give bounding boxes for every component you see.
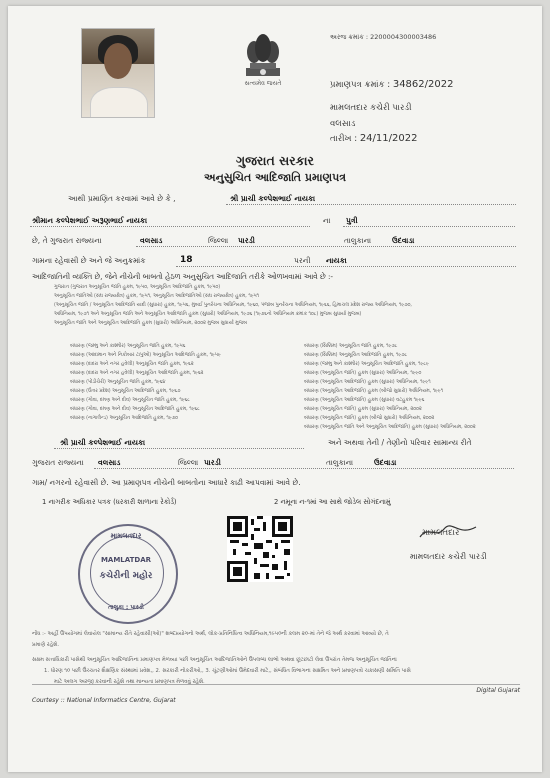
tribe-name: નાયકા [326,256,347,265]
relation: પુત્રી [346,216,358,225]
certificate-number: પ્રમાણપત્ર ક્રમાંક : 34862/2022 [330,79,454,90]
taluka-value-2: પારડી [204,458,221,467]
legal-orders-block: ગુજરાત (ગુજરાત અનુસૂચિત જાતિ હુકમ, ૧૯૫૦, અનુસૂચિત આદિજાતિ હુકમ, ૧૯૫૦) અનુસૂચિત જાતિઓ (સંઘ રાજ્યક્ષેત્ર) હુકમ, ૧૯૫૧, અનુસૂચિત આદિજાતિઓ (સંઘ રાજ્યક્ષેત્ર) હુકમ, ૧૯૫૧ (અનુસૂચિત જાતિ / અનુસૂચિત આદિજાતિ યાદી (સુધારા) હુકમ, ૧૯૫૬, મુંબઈ પુનર્રચના અધિનિયમ, ૧૯૬૦, પંજાબ પુનર્રચના અધિનિયમ, ૧૯૬૬, હિમાચલ પ્રદેશ રાજ્ય અધિનિયમ, ૧૯૭૦, અધિનિયમ, ૧૯૭૧ અને અનુસૂચિત જાતિ અને અનુસૂચિત આદિજાતિ હુકમ (સુધારો) અધિનિયમ, ૧૯૭૬ (૧૯૭૬નો અધિનિયમ ક્રમાંક ૧૦૮) મુજબ સુધાર્યા મુજબ) અનુસૂચિત જાતિ અને અનુસૂચિત આદિજાતિ હુકમ (સુધારો) અધિનિયમ, ૨૦૦૨ મુજબ સુધાર્યા મુજબ [54,285,412,326]
taluka-label: તાલુકાના [344,236,372,245]
issuing-office: મામલતદાર કચેરી પારડી [330,103,412,113]
village-value-2: ઉદવાડા [374,458,397,467]
certify-prefix: આથી પ્રમાણિત કરવામાં આવે છે કે , [68,194,176,203]
signatory-designation: મામલતદાર [422,528,460,538]
applicant-name: શ્રી પ્રાચી કલ્પેશભાઈ નાયકા [230,194,316,203]
page-footer [32,684,520,706]
relation-prefix: ના [323,216,331,225]
recognition-text: આદિજાતિની વ્યક્તિ છે, જેને નીચેની બાબતો હેઠળ અનુસુચિત આદિજાતિ તરીકે ઓળખવામાં આવે છે :- [32,272,334,281]
footer-credit: Courtesy :: National Informatics Centre, Gujarat [32,697,176,704]
district-value-2: વલસાડ [98,458,121,467]
issue-date: તારીખ : 24/11/2022 [330,133,418,144]
basis-item-2: 2 નમૂના ન-૧માં આ સાથે જોડેલ સોગંદનામું [274,498,391,506]
state-prefix-2: ગુજરાત રાજ્યના [32,458,84,467]
government-title: ગુજરાત સરકાર [235,153,315,168]
emblem-caption: સત્યમેવ જયતે [244,80,282,87]
right-orders-list: બંધારણ (સિક્કિમ) અનુસૂચિત જાતિ હુકમ, ૧૯૭૮ બંધારણ (સિક્કિમ) અનુસૂચિત આદિજાતિ હુકમ, ૧૯૭૮ બંધારણ (જમ્મુ અને કાશ્મીર) અનુસૂચિત આદિજાતિ હુકમ, ૧૯૮૯ બંધારણ (અનુસૂચિત જાતિ) હુકમ (સુધારા) અધિનિયમ, ૧૯૯૦ બંધારણ (અનુસૂચિત આદિજાતિ) હુકમ (સુધારા) અધિનિયમ, ૧૯૯૧ બંધારણ (અનુસૂચિત આદિજાતિ) હુકમ (બીજો સુધારો) અધિનિયમ, ૧૯૯૧ બંધારણ (અનુસૂચિત આદિજાતિ) હુકમ (સુધારા) વટહુકમ ૧૯૯૬ બંધારણ (અનુસૂચિત જાતિ) હુકમ (સુધારા) અધિનિયમ, ૨૦૦૨ બંધારણ (અનુસૂચિત જાતિ) હુકમ (બીજો સુધારો) અધિનિયમ, ૨૦૦૨ બંધારણ (અનુસૂચિત જાતિ અને અનુસૂચિત આદિજાતિ) હુકમ (સુધારા) અધિનિયમ, ૨૦૦૨ [304,344,476,430]
certificate-page [8,6,542,772]
qr-code [227,516,293,582]
taluka-value: પારડી [238,236,255,245]
village-value: ઉદવાડા [392,236,415,245]
seal-ring-bottom: તાલુકા : પારડી [108,604,144,611]
national-emblem-icon [240,30,286,80]
resident-name: શ્રી પ્રાચી કલ્પેશભાઈ નાયકા [60,438,146,447]
parent-name: શ્રીમાન કલ્પેશભાઈ અરૂણભાઈ નાયકા [32,216,148,225]
state-prefix: છે, તે ગુજરાત રાજ્યના [32,236,102,245]
serial-number: 18 [180,255,193,265]
application-number: અરજ ક્રમાંક : 2200004300003486 [330,33,437,41]
footer-brand: Digital Gujarat [476,687,520,694]
district-label-2: જિલ્લા [178,458,199,467]
notes-block: નોંધ :- અહીં ઉપયોગમાં લેવાયેલ "સામાન્ય રીતે રહેવાસી(ઓ)" શબ્દપ્રયોગનો અર્થ, લોક-પ્રતિનિધિત્વ અધિનિયમ,૧૯૫૦ની કલમ ૨૦-માં તેને જે અર્થ કરવામાં આવ્યો છે, તે પ્રમાણે રહેશે. સક્ષમ સત્તાધિકારી પાસેથી અનુસૂચિત આદિજાતિના પ્રમાણપત્ર મેળવ્યા પછી અનુસૂચિત આદિજાતિઓને ઉપલબ્ધ લાભો અથવા છૂટછાટો લેવા ઉપરાંત તેમજ અનુસૂચિત જાતિના 1. ધોરણ ૧૦ પછી ઉંચ્ચતર શૈક્ષણિક સંસ્થામાં પ્રવેશ,, 2. સરકારી નોકરીઓ,, 3. ચૂંટણીઓમાં ઉમેદવારી માટે,, સંબંધિત વિભાગના સક્ષમિત અને પ્રમાણપત્રો ચકાસણી સમિતિ પાસે માટે અલગ અરજી કરવાની રહેશે તથા માન્યતા પ્રમાણપત્ર મેળવવું રહેશે. [32,631,411,685]
issuing-place: વલસાડ [330,119,356,129]
left-orders-list: બંધારણ (જમ્મુ અને કાશ્મીર) અનુસૂચિત જાતિ હુકમ, ૧૯૫૬ બંધારણ (આંદામાન અને નિકોબાર ટાપુઓ) અનુસૂચિત આદિજાતિ હુકમ, ૧૯૫૯ બંધારણ (દાદરા અને નગર હવેલી) અનુસૂચિત જાતિ હુકમ, ૧૯૬૨ બંધારણ (દાદરા અને નગર હવેલી) અનુસૂચિત આદિજાતિ હુકમ, ૧૯૬૨ બંધારણ (પોંડીચેરી) અનુસૂચિત જાતિ હુકમ, ૧૯૬૪ બંધારણ (ઉત્તર પ્રદેશ) અનુસૂચિત આદિજાતિ હુકમ, ૧૯૬૭ બંધારણ (ગોવા, દમણ અને દીવ) અનુસૂચિત જાતિ હુકમ, ૧૯૬૮ બંધારણ (ગોવા, દમણ અને દીવ) અનુસૂચિત આદિજાતિ હુકમ, ૧૯૬૮ બંધારણ (નાગાલેન્ડ) અનુસૂચિત આદિજાતિ હુકમ, ૧૯૭૦ [70,344,221,421]
basis-item-1: 1 નાગરીક અધિકાર પત્રક (ધરકારી શાળાના રેકોર્ડ) [42,498,177,506]
seal-center: કચેરીની મહોર [99,571,153,581]
certificate-title: અનુસુચિત આદિજાતિ પ્રમાણપત્ર [203,171,347,184]
seal-ring-mid: MAMLATDAR [100,556,152,564]
district-value: વલસાડ [140,236,163,245]
basis-intro: ગામ/ નગરનો રહેવાસી છે. આ પ્રમાણપત્ર નીચેની બાબતોના આધારે કાઢી આપવામાં આવે છે. [32,478,301,487]
signatory-office: મામલતદાર કચેરી પારડી [410,552,487,561]
applicant-photo [81,28,155,118]
serial-prefix: ગામના રહેવાસી છે અને જે અનુક્રમાંક [32,256,146,265]
residence-suffix: અને અથવા તેની / તેણીનો પરિવાર સામાન્ય રીતે [328,438,472,447]
district-label: જિલ્લા [208,236,229,245]
taluka-label-2: તાલુકાના [326,458,354,467]
seal-ring-top: મામલતદાર [110,532,142,540]
serial-mid: પરની [294,256,311,265]
